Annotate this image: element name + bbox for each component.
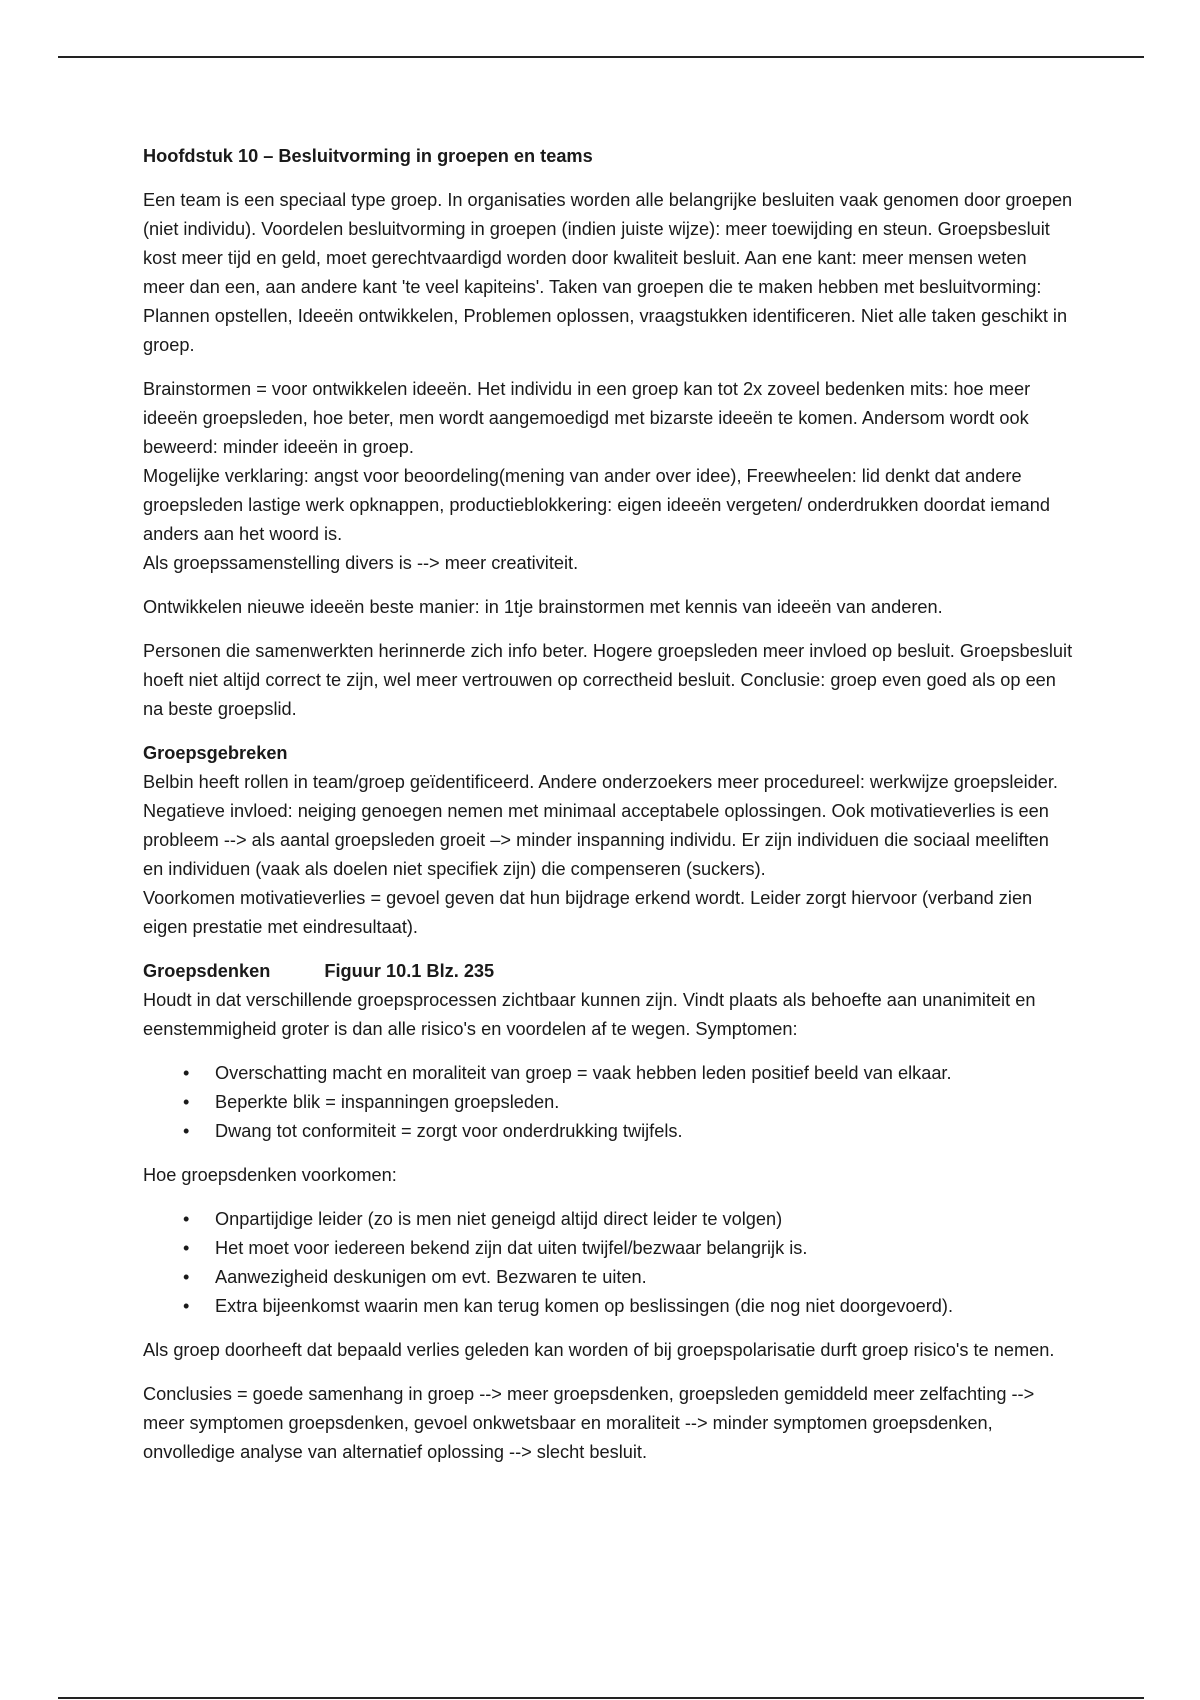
list-item-text: Overschatting macht en moraliteit van groep = vaak hebben leden positief beeld van elkaar.: [215, 1063, 952, 1083]
prevent-list: [143, 1205, 1073, 1321]
groepsgebreken-section: [143, 739, 1073, 942]
groepsgebreken-line-1: Belbin heeft rollen in team/groep geïdentificeerd. Andere onderzoekers meer procedureel: werkwijze groepsleider. Negatieve invloed: neiging genoegen nemen met minimaal acceptabele oplossingen. Ook motivatieverlies is een probleem --> als aantal groepsleden groeit –> minder inspanning individu. Er zijn individuen die sociaal meeliften en individuen (vaak als doelen niet specifiek zijn) die compenseren (suckers).: [143, 772, 1058, 879]
list-item: [143, 1263, 1073, 1292]
document-page: [143, 142, 1073, 1482]
conclusion-paragraph: Conclusies = goede samenhang in groep --> meer groepsdenken, groepsleden gemiddeld meer zelfachting --> meer symptomen groepsdenken, gevoel onkwetsbaar en moraliteit --> minder symptomen groepsdenken, onvolledige analyse van alternatief oplossing --> slecht besluit.: [143, 1384, 1035, 1462]
list-item-text: Dwang tot conformiteit = zorgt voor onderdrukking twijfels.: [215, 1121, 683, 1141]
list-item-text: Extra bijeenkomst waarin men kan terug komen op beslissingen (die nog niet doorgevoerd).: [215, 1296, 954, 1316]
groepsdenken-title: Groepsdenken: [143, 961, 271, 981]
list-item: [143, 1234, 1073, 1263]
groepsdenken-section: [143, 957, 1073, 1044]
list-item: [143, 1292, 1073, 1321]
brainstorm-line-1: Brainstormen = voor ontwikkelen ideeën. Het individu in een groep kan tot 2x zoveel bedenken mits: hoe meer ideeën groepsleden, hoe beter, men wordt aangemoedigd met bizarste ideeën te komen. Andersom wordt ook beweerd: minder ideeën in groep.: [143, 379, 1031, 457]
brainstorm-line-2: Mogelijke verklaring: angst voor beoordeling(mening van ander over idee), Freewheelen: lid denkt dat andere groepsleden lastige werk opknappen, productieblokkering: eigen ideeën vergeten/ onderdrukken doordat iemand anders aan het woord is.: [143, 466, 1050, 544]
bullet-icon: •: [183, 1267, 190, 1287]
intro-paragraph: Een team is een speciaal type groep. In organisaties worden alle belangrijke besluiten vaak genomen door groepen (niet individu). Voordelen besluitvorming in groepen (indien juiste wijze): meer toewijding en steun. Groepsbesluit kost meer tijd en geld, moet gerechtvaardigd worden door kwaliteit besluit. Aan ene kant: meer mensen weten meer dan een, aan andere kant 'te veel kapiteins'. Taken van groepen die te maken hebben met besluitvorming: Plannen opstellen, Ideeën ontwikkelen, Problemen oplossen, vraagstukken identificeren. Niet alle taken geschikt in groep.: [143, 190, 1073, 355]
footer-rule: [58, 1697, 1144, 1699]
list-item: [143, 1059, 1073, 1088]
brainstorm-line-3: Als groepssamenstelling divers is --> meer creativiteit.: [143, 553, 579, 573]
symptoms-list: [143, 1059, 1073, 1146]
bullet-icon: •: [183, 1296, 190, 1316]
list-item-text: Aanwezigheid deskunigen om evt. Bezwaren te uiten.: [215, 1267, 647, 1287]
figure-reference: Figuur 10.1 Blz. 235: [324, 961, 495, 981]
groepsgebreken-title: Groepsgebreken: [143, 743, 288, 763]
list-item: [143, 1117, 1073, 1146]
bullet-icon: •: [183, 1092, 190, 1112]
brainstorm-paragraph: [143, 375, 1073, 578]
list-item-text: Het moet voor iedereen bekend zijn dat uiten twijfel/bezwaar belangrijk is.: [215, 1238, 808, 1258]
collaboration-paragraph: Personen die samenwerkten herinnerde zich info beter. Hogere groepsleden meer invloed op besluit. Groepsbesluit hoeft niet altijd correct te zijn, wel meer vertrouwen op correctheid besluit. Conclusie: groep even goed als op een na beste groepslid.: [143, 641, 1073, 719]
list-item: [143, 1088, 1073, 1117]
header-rule: [58, 56, 1144, 58]
bullet-icon: •: [183, 1063, 190, 1083]
list-item: [143, 1205, 1073, 1234]
loss-paragraph: Als groep doorheeft dat bepaald verlies geleden kan worden of bij groepspolarisatie durft groep risico's te nemen.: [143, 1340, 1055, 1360]
groepsdenken-title-row: [143, 957, 1073, 986]
bullet-icon: •: [183, 1238, 190, 1258]
groepsgebreken-line-2: Voorkomen motivatieverlies = gevoel geven dat hun bijdrage erkend wordt. Leider zorgt hiervoor (verband zien eigen prestatie met eindresultaat).: [143, 888, 1033, 937]
prevent-intro: Hoe groepsdenken voorkomen:: [143, 1165, 397, 1185]
new-ideas-paragraph: Ontwikkelen nieuwe ideeën beste manier: in 1tje brainstormen met kennis van ideeën van anderen.: [143, 597, 943, 617]
bullet-icon: •: [183, 1121, 190, 1141]
chapter-heading: Hoofdstuk 10 – Besluitvorming in groepen en teams: [143, 146, 593, 166]
list-item-text: Onpartijdige leider (zo is men niet geneigd altijd direct leider te volgen): [215, 1209, 783, 1229]
groepsdenken-intro: Houdt in dat verschillende groepsprocessen zichtbaar kunnen zijn. Vindt plaats als behoefte aan unanimiteit en eenstemmigheid groter is dan alle risico's en voordelen af te wegen. Symptomen:: [143, 990, 1036, 1039]
bullet-icon: •: [183, 1209, 190, 1229]
list-item-text: Beperkte blik = inspanningen groepsleden.: [215, 1092, 560, 1112]
